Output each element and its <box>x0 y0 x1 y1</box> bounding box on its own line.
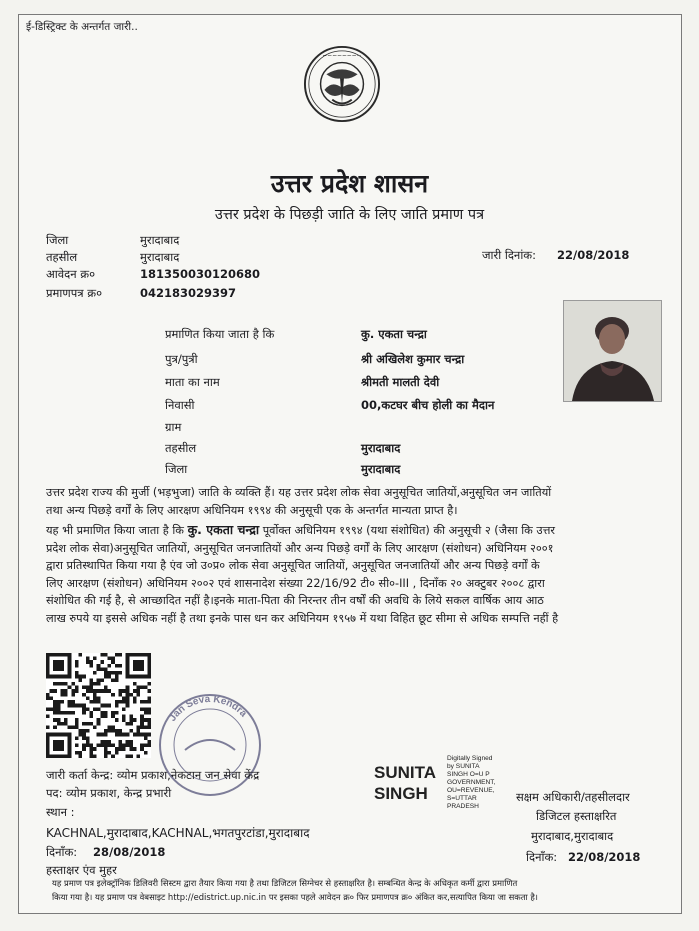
issuer-date-label: दिनाँक: <box>46 845 78 859</box>
paragraph-line: प्रदेश लोक सेवा)अनुसूचित जातियों, अनुसूचित जनजातियों और अन्य पिछड़े वर्गों के लिए आरक्षण (संशोधन) अधिनियम २००१ <box>46 541 554 555</box>
issuer-date-value: 28/08/2018 <box>93 845 166 859</box>
issue-date-label: जारी दिनांक: <box>482 248 537 262</box>
issuer-post: पद: व्योम प्रकाश, केन्द्र प्रभारी <box>46 786 172 800</box>
signature-seal-label: हस्ताक्षर एंव मुहर <box>46 863 117 877</box>
resident-value: 00,कटघर बीच होली का मैदान <box>361 398 495 412</box>
footer-note <box>52 876 672 904</box>
district-label: जिला <box>46 233 69 247</box>
signature-detail-line: GOVERNMENT, <box>447 779 496 786</box>
detail-district-value: मुरादाबाद <box>361 462 401 476</box>
signature-detail-line: Digitally Signed <box>447 755 493 762</box>
signature-detail-line: SINGH O=U P <box>447 771 490 778</box>
digital-signature-details <box>447 755 527 811</box>
mother-label: माता का नाम <box>165 375 220 389</box>
paragraph-text: पूर्वोक्त अधिनियम १९९४ (यथा संशोधित) की अनुसूची २ (जैसा कि उत्तर <box>259 524 556 537</box>
header-note: ई-डिस्ट्रिक्ट के अन्तर्गत जारी.. <box>26 21 138 33</box>
authority-title: सक्षम अधिकारी/तहसीलदार <box>516 790 630 804</box>
paragraph-line: संशोधित की गई है, से आच्छादित नहीं है।इनके माता-पिता की निरन्तर तीन वर्षों की अवधि के लिये सकल वार्षिक आय आठ <box>46 594 544 607</box>
certificate-no-value: 042183029397 <box>140 286 237 300</box>
village-label: ग्राम <box>165 420 182 434</box>
caste-paragraph <box>46 484 666 519</box>
relation-value: श्री अखिलेश कुमार चन्द्रा <box>361 352 465 366</box>
paragraph-line: लिए आरक्षण (संशोधन) अधिनियम २००२ एवं शासनादेश संख्या 22/16/92 टी० सी०-III , दिनाँक २० अक्टुबर २००८ द्वारा <box>46 576 545 590</box>
detail-tehsil-value: मुरादाबाद <box>361 441 401 455</box>
tehsil-value: मुरादाबाद <box>140 250 180 264</box>
applicant-photo <box>563 300 662 402</box>
issuing-center: जारी कर्ता केन्द्र: व्योम प्रकाश,नेकटान जन सेवा केंद्र <box>46 768 260 782</box>
mother-value: श्रीमती मालती देवी <box>361 375 440 389</box>
paragraph-line: लाख रुपये या इससे अधिक नहीं है तथा इनके पास धन कर अधिनियम १९५७ में यथा विहित छूट सीमा से अधिक सम्पत्ति नहीं है <box>46 611 559 625</box>
issue-date-value: 22/08/2018 <box>557 248 630 262</box>
detail-tehsil-label: तहसील <box>165 441 197 455</box>
signer-name-line1: SUNITA <box>374 763 437 782</box>
page-title: उत्तर प्रदेश शासन <box>270 169 429 198</box>
signature-detail-line: by SUNITA <box>447 763 480 770</box>
certify-label: प्रमाणित किया जाता है कि <box>165 327 275 341</box>
certification-paragraph <box>46 521 666 627</box>
jan-seva-kendra-stamp <box>155 690 265 800</box>
authority-date-label: दिनाँक: <box>526 850 558 864</box>
resident-label: निवासी <box>165 398 195 412</box>
footer-line: किया गया है। यह प्रमाण पत्र वेबसाइट http://edistrict.up.nic.in पर इसका पहले आवेदन क्र० फिर प्रमाणपत्र क्र० अंकित कर,सत्यापित किया जा सकता है। <box>52 892 538 902</box>
paragraph-line <box>46 521 666 540</box>
place-value: KACHNAL,मुरादाबाद,KACHNAL,भगतपुरटांडा,मुरादाबाद <box>46 826 310 840</box>
signature-detail-line: PRADESH <box>447 803 479 810</box>
tehsil-label: तहसील <box>46 250 78 264</box>
signature-detail-line: S=UTTAR <box>447 795 477 802</box>
paragraph-line: उत्तर प्रदेश राज्य की मुर्जी (भड़भुजा) जाति के व्यक्ति हैं। यह उत्तर प्रदेश लोक सेवा अनुसूचित जातियों,अनुसूचित जन जातियों <box>46 486 552 499</box>
detail-district-label: जिला <box>165 462 188 476</box>
relation-label: पुत्र/पुत्री <box>165 352 198 366</box>
signer-name-line2: SINGH <box>374 784 428 803</box>
paragraph-line: द्वारा प्रतिस्थापित किया गया है एंव जो उ०प्र० लोक सेवा अनुसूचित जातियों, अनुसूचित जनजातियों और अन्य पिछड़े वर्गों के <box>46 559 540 572</box>
up-emblem-icon <box>303 45 381 123</box>
application-value: 181350030120680 <box>140 267 261 281</box>
svg-text:~~~~~~~~: ~~~~~~~~ <box>322 53 362 60</box>
district-value: मुरादाबाद <box>140 233 180 247</box>
paragraph-text: यह भी प्रमाणित किया जाता है कि <box>46 524 188 537</box>
authority-digital-sign: डिजिटल हस्ताक्षरित <box>536 809 617 823</box>
footer-line: यह प्रमाण पत्र इलेक्ट्रॉनिक डिलिवरी सिस्टम द्वारा तैयार किया गया है तथा डिजिटल सिग्नेचर से हस्ताक्षरित है। सम्बन्धित केन्द्र के अधिकृत कर्मी द्वारा प्रमाणित <box>52 878 518 888</box>
application-label: आवेदन क्र० <box>46 267 96 281</box>
digital-signer-name <box>374 762 436 804</box>
authority-date-value: 22/08/2018 <box>568 850 641 864</box>
signature-detail-line: OU=REVENUE, <box>447 787 495 794</box>
place-label: स्थान : <box>46 805 75 819</box>
applicant-name: कु. एकता चन्द्रा <box>361 327 427 341</box>
authority-location: मुरादाबाद,मुरादाबाद <box>531 829 614 843</box>
paragraph-line: तथा अन्य पिछड़े वर्गों के लिए आरक्षण अधिनियम १९९४ की अनुसूची एक के अन्तर्गत मान्यता प्राप्त है। <box>46 503 458 517</box>
paragraph-applicant-name: कु. एकता चन्द्रा <box>187 522 260 537</box>
qr-code <box>46 653 151 758</box>
page-subtitle: उत्तर प्रदेश के पिछड़ी जाति के लिए जाति प्रमाण पत्र <box>214 207 485 223</box>
certificate-no-label: प्रमाणपत्र क्र० <box>46 286 103 300</box>
svg-text:Jan Seva Kendra: Jan Seva Kendra <box>167 693 249 724</box>
